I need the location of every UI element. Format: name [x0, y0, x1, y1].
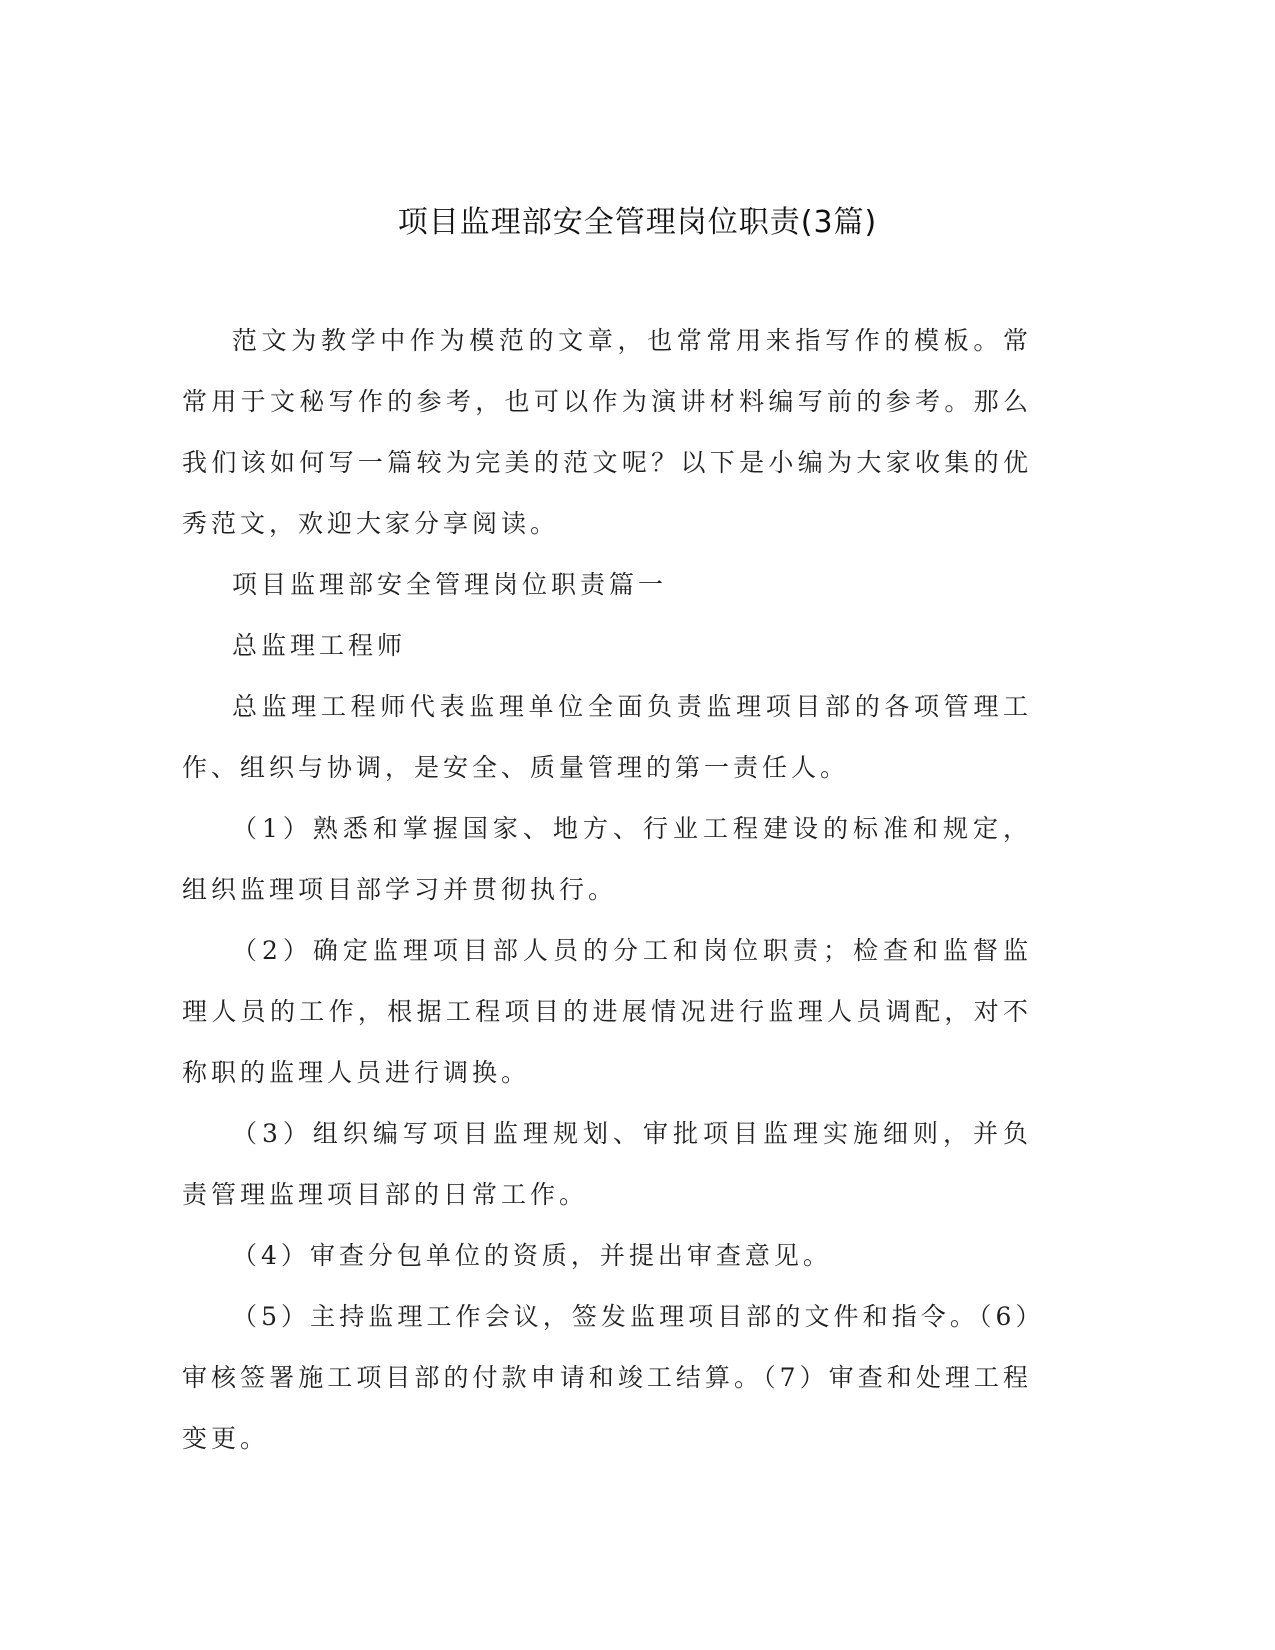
- document-title: 项目监理部安全管理岗位职责(3篇): [397, 205, 878, 240]
- role-description-paragraph: 总监理工程师代表监理单位全面负责监理项目部的各项管理工作、组织与协调，是安全、质量管理的第一责任人。: [182, 692, 1032, 782]
- duty-item-4: （4）审查分包单位的资质，并提出审查意见。: [232, 1241, 832, 1270]
- duty-item-2: （2）确定监理项目部人员的分工和岗位职责；检查和监督监理人员的工作，根据工程项目的进展情况进行监理人员调配，对不称职的监理人员进行调换。: [182, 936, 1032, 1087]
- role-heading: 总监理工程师: [232, 631, 407, 660]
- section-heading: 项目监理部安全管理岗位职责篇一: [232, 570, 668, 599]
- duty-item-1: （1）熟悉和掌握国家、地方、行业工程建设的标准和规定，组织监理项目部学习并贯彻执行。: [182, 814, 1032, 904]
- duty-item-5-7: （5）主持监理工作会议，签发监理项目部的文件和指令。（6）审核签署施工项目部的付款申请和竣工结算。（7）审查和处理工程变更。: [182, 1302, 1032, 1453]
- document-body: [182, 310, 1032, 1469]
- duty-item-3: （3）组织编写项目监理规划、审批项目监理实施细则，并负责管理监理项目部的日常工作。: [182, 1119, 1032, 1209]
- intro-paragraph: 范文为教学中作为模范的文章，也常常用来指写作的模板。常常用于文秘写作的参考，也可以作为演讲材料编写前的参考。那么我们该如何写一篇较为完美的范文呢？以下是小编为大家收集的优秀范文，欢迎大家分享阅读。: [182, 326, 1032, 538]
